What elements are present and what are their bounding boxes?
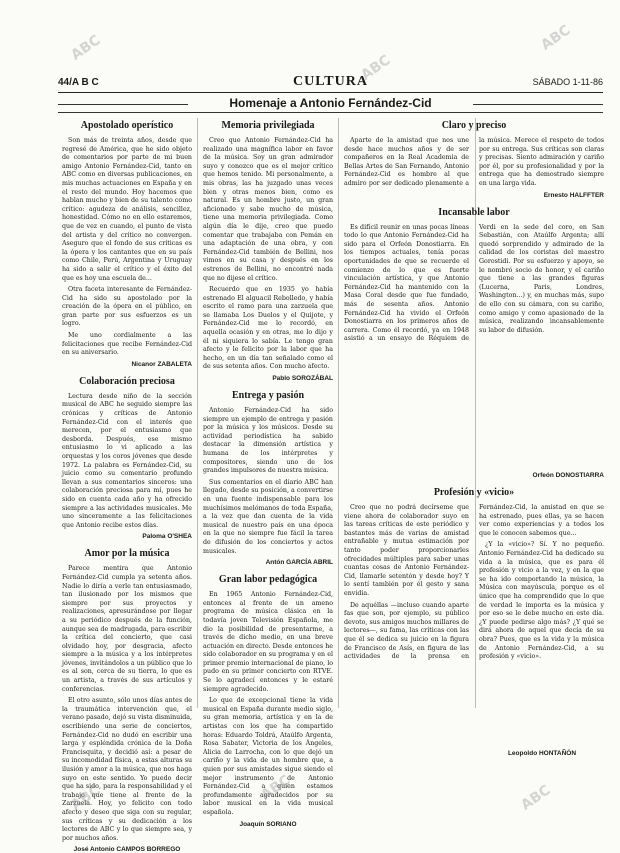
article-paragraph: Otra faceta interesante de Fernández-Cid ha sido su apostolado por la creación de la ópera en el público, en gran parte por sus esfuerzos es un logro. — [62, 286, 192, 328]
article-title: Apostolado operístico — [80, 120, 174, 131]
article-paragraph: Lo que de excepcional tiene la vida musical en España durante medio siglo, su gran memoria, artística y en la de artistas con los que ha compartido horas: Eduardo Toldrá, Ataúlfo Argenta, Rosa Sabater, Victoria de los Ángeles, Alicia de Larrocha, con lo que dejó un cariño y la vida de un hombre que, a quien por sus amistades sigue siendo el mejor instrumento de Antonio Fernández-Cid a quien estamos profundamente agradecidos por su labor musical en la vida musical española. — [203, 697, 333, 816]
watermark-stamp: ABC — [68, 782, 104, 814]
article-signature: Joaquín SORIANO — [239, 820, 297, 828]
watermark-stamp: ABC — [258, 772, 294, 804]
article-title: Colaboración preciosa — [79, 375, 175, 387]
article-paragraph: Parece mentira que Antonio Fernández-Cid cumpla ya setenta años. Nadie lo diría a verle tan entusiasmado, tan ilusionado por los mismos que siempre por sus proyectos y realizaciones, apresurándose por llegar a su periódico después de la función, aunque sea de madrugada, para escribir la crítica del concierto, que casi olvidado hoy, por desgracia, afecto siempre a la música y a los intérpretes jóvenes, invitándolos a un público que lo es al son, cerca de su tierra, lo que es un artista, a través de sus artículos y conferencias. — [62, 565, 192, 693]
issue-date: SÁBADO 1-11-86 — [532, 77, 603, 87]
article-apostolado — [62, 120, 192, 368]
column-1 — [62, 118, 192, 853]
article-title: Entrega y pasión — [231, 390, 305, 402]
article-paragraph: Antonio Fernández-Cid ha sido siempre un ejemplo de entrega y pasión por la música y los músicos. Desde su actividad periodística ha sabido destacar la dimensión artística y humana de los intérpretes y compositores, siendo uno de los grandes impulsores de nuestra música. — [203, 407, 333, 475]
column-divider — [338, 118, 339, 708]
article-title: Profesión y «vicio» — [433, 487, 515, 498]
article-profesion — [344, 487, 604, 663]
article-memoria — [203, 120, 333, 382]
article-title: Amor por la música — [84, 548, 170, 560]
article-signature: Pablo SOROZÁBAL — [272, 375, 333, 383]
watermark-stamp: ABC — [538, 22, 574, 54]
article-signature: Leopoldo HONTAÑÓN — [507, 750, 577, 757]
article-signature: Ernesto HALFFTER — [543, 191, 604, 199]
column-3-lower — [344, 470, 604, 710]
column-2 — [203, 118, 333, 828]
article-colaboracion — [62, 376, 192, 541]
article-paragraph: Aparte de la amistad que nos une desde hace muchos años y de ser compañeros en la Real Academia de Bellas Artes de San Fernando, Antonio Fernández-Cid es hombre al que admiro por ser dedicado plenamente a la música. Merece el respeto de todos por su entrega. Sus críticas son claras y precisas. Siento admiración y cariño por él, por su profesionalidad y por la entrega que ha demostrado siempre en una larga vida. — [344, 137, 604, 187]
article-paragraph: Son más de treinta años, desde que regresé de América, que he sido objeto de comentarios por parte de mi buen amigo Antonio Fernández-Cid, tanto en ABC como en diversas publicaciones, en mis muchas actuaciones en España y en el resto del mundo. Hoy hacemos que hablan mucho y bien de su talento como crítico: agudeza de análisis, sencillez, honestidad. Cómo no en ello estaremos, que de vez en cuando, el punto de vista del artista y del crítico no convergen. Aseguro que el fondo de sus críticas es la ópera y los cantantes que en su país como Chile, Perú, Argentina y Uruguay ha sido a salir el crítico y el éxito del que es hoy una escuela de... — [62, 137, 192, 282]
article-paragraph: Sus comentarios en el diario ABC han llegado, desde su posición, a convertirse en una fuente indispensable para los muchísimos melómanos de toda España, a la vez que dan cuenta de la vida musical de nuestro país en una época en la que no siempre fue fácil la tarea de difusión de los conciertos y actos musicales. — [203, 478, 333, 555]
article-paragraph: Es difícil reunir en unas pocas líneas todo lo que Antonio Fernández-Cid ha sido para el Orfeón Donostiarra. En los tiempos actuales, tenía pocas oportunidades de que se recuerde el comienzo de lo que es fuerte vinculación artística, y que Antonio Fernández-Cid ha mantenido con la Masa Coral desde que fue fundado, más de sesenta años. Antonio Fernández-Cid ha vivido el Orfeón Donostiarra en los primeros años de carrera. Como él recordó, ya en 1948 asistió a un ensayo de Réquiem de Verdi en la sede del coro, en San Sebastián, con Ataúlfo Argenta; allí quedó sorprendido y admirado de la calidad de los coristas del maestro Gorostidi. Por su esfuerzo y apoyo, se le nombró socio de honor, y el cariño que tiene a las grandes figuras (Lucerna, Paris, Londres, Washington...) y, en muchas más, supo de ello con su cámara, con su cariño, como amigo y como apasionado de la música, realizando incansablemente su labor de difusión. — [344, 223, 604, 343]
article-paragraph: Lectura desde niño de la sección musical de ABC he seguido siempre las crónicas y críticas de Antonio Fernández-Cid con el interés que merecen, por el entusiasmo que desborda. Después, ese mismo entusiasmo lo vi aplicado a las orquestas y los coros jóvenes que desde 1972. La palabra es Fernández-Cid, su juicio como su comentario profundo llevan a sus comentarios sinceros: una colaboración preciosa para mí, pues he sido en cuenta cada año y ha ofrecido siempre a las actividades musicales. Me uno sinceramente a las felicitaciones que Antonio recibe estos días. — [62, 392, 192, 529]
watermark-stamp: ABC — [358, 52, 394, 84]
section-title: CULTURA — [293, 74, 368, 89]
article-paragraph: En 1965 Antonio Fernández-Cid, entonces al frente de un ameno programa de música clásica en la todavía joven Televisión Española, me dio la posibilidad de presentarme, a través de dicho medio, en una breve actuación en directo. Desde entonces he sido colaborador en su programa y en el primer premio internacional de piano, lo pudo en su primer concierto con RTVE. Se lo agradecí entonces y le estaré siempre agradecido. — [203, 591, 333, 693]
watermark-stamp: ABC — [518, 782, 554, 814]
article-signature: Antón GARCÍA ABRIL — [265, 559, 333, 567]
article-paragraph: Creo que no podrá decírseme que viene ahora de colaborador suyo en las tareas críticas de este periódico y bastantes más de varias de amistad entrañable y mutua estimación por tanto poder proporcionarles ofrecidades múltiples para saber unas cuantas cosas de Antonio Fernández-Cid, llamarle setentón y desde hoy? Y lo sentí también por él gesto y sana envidia. — [344, 504, 469, 597]
column-divider — [197, 118, 198, 708]
article-title: Incansable labor — [438, 206, 510, 218]
article-title: Claro y preciso — [441, 120, 507, 131]
article-paragraph: Me uno cordialmente a las felicitaciones que recibe Fernández-Cid en su aniversario. — [62, 332, 192, 357]
article-paragraph: De aquéllas —incluso cuando aparte fas que son, por ejemplo, su público devoto, sus amigos muchos millares de lectores—, su fama, las críticas con las que él se dedica su juicio en la figura de Francisco de Asís, en figura de las actividades de la prensa en Fernández-Cid, la amistad en que se ha estrenado, pues ellas, ya se hacen ver como experiencias y a todos los que le conocen sabemos que... — [344, 504, 604, 661]
page-header — [58, 76, 603, 93]
watermark-stamp: ABC — [68, 32, 104, 64]
banner-title: Homenaje a Antonio Fernández-Cid — [58, 96, 603, 110]
article-paragraph: El otro asunto, sólo unos días antes de la traumática intervención que, el verano pasado, dejó su vista disminuida, escribiendo una serie de conciertos, Fernández-Cid no dudó en escribir una larga y espléndida crónica de la Doña Francisquita, y decidió así: a pesar de su incomodidad física, a estas alturas su ilusión y amor a la música, que nos haga suyo en este sentido. Yo puedo decir que ha sido, para la responsabilidad y el trabajo que tiene al frente de la Zarzuela. Hoy, yo felicito con todo afecto y deseo que siga con su regular, sus críticas y su dedicación a los lectores de ABC y lo que siempre sea, y por muchos años. — [62, 697, 192, 842]
column-3 — [344, 118, 604, 343]
article-paragraph: Creo que Antonio Fernández-Cid ha realizado una magnífica labor en favor de la música. Soy un gran admirador suyo y conozco que es el mejor crítico que hemos tenido. Mi personalmente, a mis obras, las ha juzgado unas veces bien y otras menos bien, como es natural. Es un hombre justo, un gran aficionado y sabe mucho de música, tiene una memoria privilegiada. Como algún día le dije, creo que puedo comentar que trabajaba con Pemán en una adaptación de una obra, y con Fernández-Cid también de Bellini, nos vimos en su casa y después en los estrenos de Bellini, no encontré nada que no dijese el crítico. — [203, 137, 333, 282]
article-signature: Nicanor ZABALETA — [131, 360, 192, 368]
article-title: Memoria privilegiada — [221, 120, 315, 131]
page-number: 44/A B C — [58, 77, 99, 88]
article-signature: Orfeón DONOSTIARRA — [532, 472, 604, 479]
article-signature: Paloma O'SHEA — [142, 533, 192, 541]
article-paragraph: ¿Y la «vicio»? Sí. Y no pequeño. Antonio Fernández-Cid ha dedicado su vida a la música, que es para él profesión y vicio a la vez, y en la que se ha ido comportando la música, la Música con mayúscula, porque es el único que ha comprendido que lo que de verdad le importa es la música y por eso se le debe mucho en este día. ¿Y puede pedirse algo más? ¿Y qué se dirá ahora de aquel que decía de su obra? Pues, que es la vida y la música de Antonio Fernández-Cid, a su profesión y «vicio». — [479, 541, 604, 661]
article-signature: José Antonio CAMPOS BORREGO — [73, 846, 181, 853]
article-paragraph: Recuerdo que en 1935 yo había estrenado El alguacil Rebolledo, y había escrito el ramo para una zarzuela que se llamaba Los Duelos y el Quijote, y Fernández-Cid me lo recordó, en aquella ocasión y en otras, me lo dijo y él ni siquiera lo sabía. Le tengo gran afecto y le felicito por la labor que ha hecho, en un día tan señalado como el de sus setenta años. Con mucho afecto. — [203, 286, 333, 371]
article-body — [344, 504, 604, 663]
article-claro — [344, 120, 604, 199]
article-incansable — [344, 207, 604, 344]
article-title: Gran labor pedagógica — [218, 574, 318, 586]
banner-rule-right — [473, 104, 603, 105]
article-entrega — [203, 390, 333, 566]
tribute-banner — [58, 96, 603, 113]
